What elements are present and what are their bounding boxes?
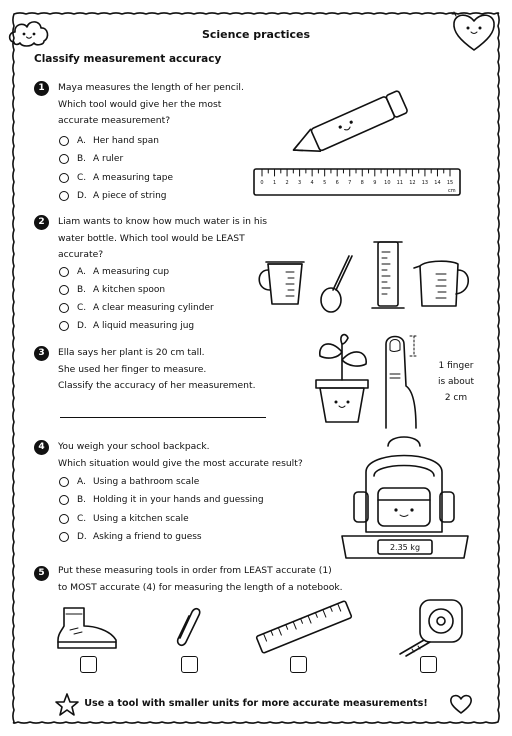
kitchen-spoon-icon	[318, 252, 358, 314]
scale-readout: 2.35 kg	[389, 543, 421, 552]
potted-plant-icon	[310, 330, 374, 426]
question-1-line: Which tool would give her the most	[58, 98, 222, 110]
finger-note	[428, 358, 484, 406]
ruler-number: 14	[434, 180, 441, 186]
q1-option-b[interactable]	[59, 151, 123, 167]
question-4-number: 4	[34, 440, 49, 455]
radio-button[interactable]	[59, 285, 69, 295]
page-header: Science practices	[201, 28, 311, 41]
q2-option-d[interactable]	[59, 318, 194, 334]
question-2-line: accurate?	[58, 249, 104, 260]
option-letter: D.	[77, 191, 87, 201]
backpack-on-scale-icon	[340, 432, 470, 564]
q4-option-c[interactable]	[59, 511, 189, 527]
ruler-number: 1	[272, 180, 277, 186]
option-letter: A.	[77, 136, 86, 146]
question-3-line: Classify the accuracy of her measurement.	[58, 380, 256, 391]
question-2-text	[58, 214, 267, 264]
q1-option-a[interactable]	[59, 133, 159, 149]
question-2-number: 2	[34, 215, 49, 230]
question-5-number: 5	[34, 566, 49, 581]
question-2-line: Liam wants to know how much water is in his	[58, 216, 268, 227]
note-line: 1 finger	[438, 361, 474, 371]
option-label: Using a kitchen scale	[93, 514, 189, 524]
question-5-text	[58, 563, 343, 596]
order-box-ruler[interactable]	[290, 656, 307, 673]
note-line: is about	[437, 377, 475, 387]
paperclip-icon	[172, 604, 202, 652]
heart-icon	[448, 692, 474, 716]
option-label: A ruler	[93, 154, 124, 164]
option-letter: C.	[77, 514, 87, 524]
ruler-number: 11	[396, 180, 404, 186]
radio-button[interactable]	[59, 532, 69, 542]
pencil-illustration	[282, 88, 422, 160]
finger-icon	[376, 332, 422, 430]
radio-button[interactable]	[59, 173, 69, 183]
ruler-number: 3	[298, 180, 302, 186]
radio-button[interactable]	[59, 477, 69, 487]
option-label: A measuring cup	[93, 267, 170, 277]
order-box-paperclip[interactable]	[181, 656, 198, 673]
ruler-number: 0	[260, 180, 264, 186]
question-3-number: 3	[34, 346, 49, 361]
option-label: Using a bathroom scale	[93, 477, 200, 487]
worksheet-subtitle: Classify measurement accuracy	[34, 53, 222, 65]
question-4-line: You weigh your school backpack.	[58, 441, 210, 452]
ruler-2-icon	[254, 600, 354, 654]
question-1-line: accurate measurement?	[58, 115, 171, 126]
ruler-number: 12	[409, 180, 416, 186]
question-3-line: Ella says her plant is 20 cm tall.	[58, 347, 205, 358]
radio-button[interactable]	[59, 495, 69, 505]
radio-button[interactable]	[59, 514, 69, 524]
shoe-icon	[54, 604, 120, 652]
question-5-line: Put these measuring tools in order from LEAST accurate (1)	[58, 565, 332, 576]
ruler-number: 10	[384, 180, 391, 186]
ruler-unit-label: cm	[448, 188, 456, 194]
question-4-line: Which situation would give the most accurate result?	[58, 457, 303, 469]
ruler-number: 8	[360, 180, 364, 186]
question-4-text	[58, 439, 303, 472]
option-label: Asking a friend to guess	[93, 532, 202, 542]
question-1-line: Maya measures the length of her pencil.	[58, 82, 244, 93]
option-letter: B.	[77, 495, 87, 505]
option-label: A clear measuring cylinder	[93, 303, 214, 313]
ruler-number: 13	[421, 180, 429, 186]
option-label: A liquid measuring jug	[93, 321, 195, 331]
option-letter: C.	[77, 303, 87, 313]
q1-option-c[interactable]	[59, 170, 173, 186]
radio-button[interactable]	[59, 154, 69, 164]
option-letter: C.	[77, 173, 87, 183]
question-2-line: water bottle. Which tool would be LEAST	[58, 232, 245, 244]
order-box-shoe[interactable]	[80, 656, 97, 673]
ruler-number: 7	[348, 180, 352, 186]
question-1-number: 1	[34, 81, 49, 96]
option-letter: B.	[77, 285, 87, 295]
q2-option-b[interactable]	[59, 282, 165, 298]
option-letter: A.	[77, 267, 86, 277]
q2-option-c[interactable]	[59, 300, 214, 316]
option-label: A kitchen spoon	[93, 285, 166, 295]
question-1-text	[58, 80, 244, 130]
ruler-number: 4	[310, 180, 314, 186]
ruler-number: 5	[323, 180, 327, 186]
q4-option-a[interactable]	[59, 474, 199, 490]
q2-option-a[interactable]	[59, 264, 169, 280]
radio-button[interactable]	[59, 321, 69, 331]
footer-tip: Use a tool with smaller units for more accurate measurements!	[84, 698, 428, 709]
option-label: A measuring tape	[93, 173, 174, 183]
option-label: A piece of string	[93, 191, 167, 201]
ruler-number: 9	[373, 180, 377, 186]
radio-button[interactable]	[59, 191, 69, 201]
q4-option-b[interactable]	[59, 492, 264, 508]
ruler-number: 6	[335, 180, 339, 186]
option-label: Holding it in your hands and guessing	[93, 495, 264, 505]
order-box-tape-measure[interactable]	[420, 656, 437, 673]
ruler-illustration	[252, 167, 462, 197]
q4-option-d[interactable]	[59, 529, 202, 545]
measuring-cup-icon	[256, 258, 314, 308]
answer-line[interactable]	[60, 417, 266, 418]
question-3-line: She used her finger to measure.	[58, 363, 207, 375]
question-5-line: to MOST accurate (4) for measuring the length of a notebook.	[58, 581, 343, 593]
option-letter: B.	[77, 154, 87, 164]
tape-measure-icon	[396, 596, 466, 656]
q1-option-d[interactable]	[59, 188, 167, 204]
radio-button[interactable]	[59, 136, 69, 146]
note-line: 2 cm	[444, 393, 468, 403]
option-letter: A.	[77, 477, 86, 487]
question-3-text	[58, 345, 256, 395]
ruler-number: 2	[285, 180, 289, 186]
option-letter: D.	[77, 321, 87, 331]
option-letter: D.	[77, 532, 87, 542]
measuring-cylinder-icon	[370, 238, 406, 314]
radio-button[interactable]	[59, 267, 69, 277]
radio-button[interactable]	[59, 303, 69, 313]
option-label: Her hand span	[93, 136, 159, 146]
ruler-number: 15	[446, 180, 454, 186]
measuring-jug-icon	[412, 256, 476, 312]
